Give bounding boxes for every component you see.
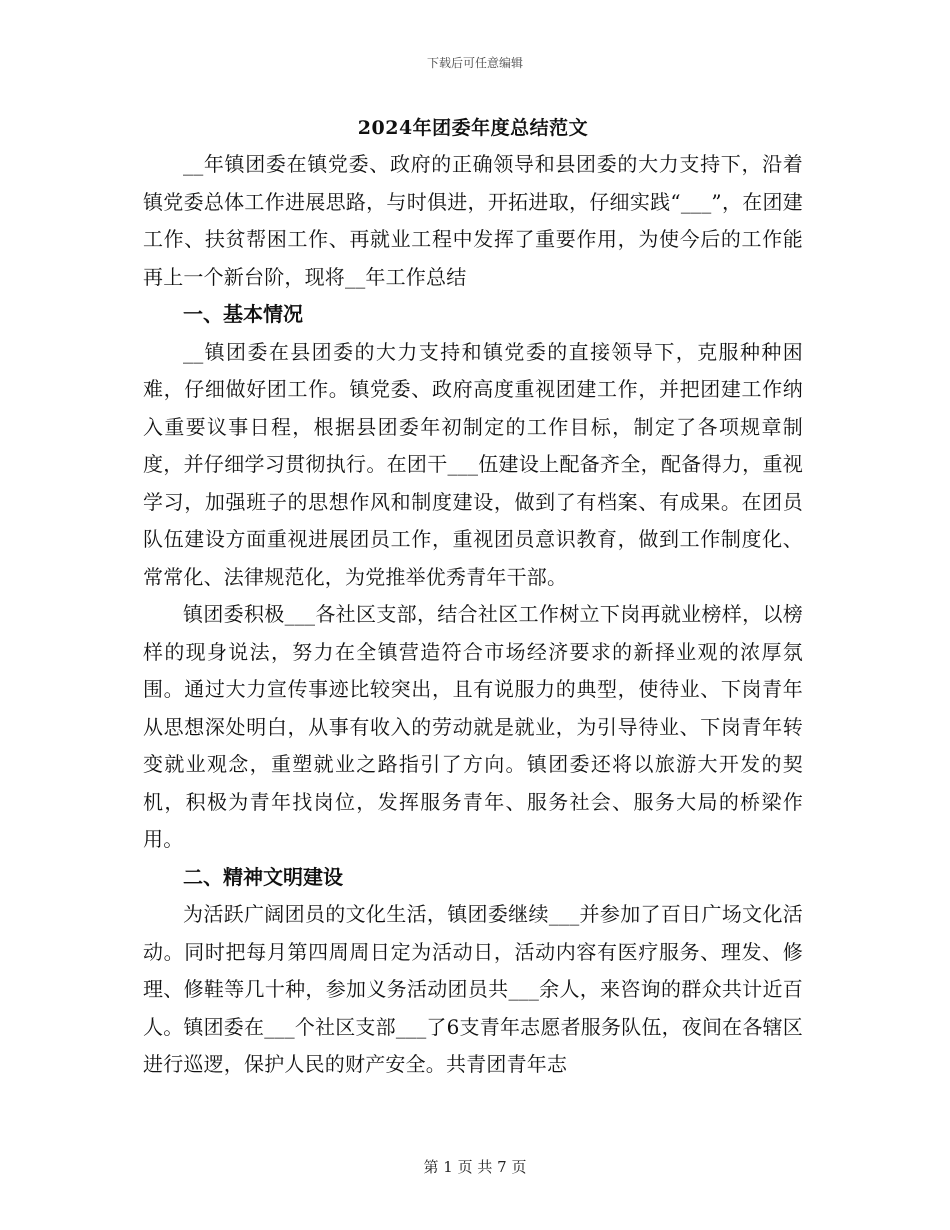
page-number: 第 1 页 共 7 页 — [423, 1158, 527, 1176]
section-heading-spiritual-civilization: 二、精神文明建设 — [183, 864, 343, 889]
document-body — [143, 110, 803, 1084]
section2-paragraph-1: 为活跃广阔团员的文化生活，镇团委继续___并参加了百日广场文化活动。同时把每月第四周周日定为活动日，活动内容有医疗服务、理发、修理、修鞋等几十种，参加义务活动团员共___余人，来咨询的群众共计近百人。镇团委在___个社区支部___了6支青年志愿者服务队伍，夜间在各辖区进行巡逻，保护人民的财产安全。共青团青年志 — [143, 902, 803, 1076]
intro-paragraph: __年镇团委在镇党委、政府的正确领导和县团委的大力支持下，沿着镇党委总体工作进展思路，与时俱进，开拓进取，仔细实践“___”，在团建工作、扶贫帮困工作、再就业工程中发挥了重要作用，为使今后的工作能再上一个新台阶，现将__年工作总结 — [143, 152, 803, 289]
document-title: 2024年团委年度总结范文 — [357, 117, 589, 139]
header-note: 下载后可任意编辑 — [426, 56, 523, 70]
section-heading-basic-situation: 一、基本情况 — [183, 302, 303, 326]
section1-paragraph-1: __镇团委在县团委的大力支持和镇党委的直接领导下，克服种种困难，仔细做好团工作。镇党委、政府高度重视团建工作，并把团建工作纳入重要议事日程，根据县团委年初制定的工作目标，制定了各项规章制度，并仔细学习贯彻执行。在团干___伍建设上配备齐全，配备得力，重视学习，加强班子的思想作风和制度建设，做到了有档案、有成果。在团员队伍建设方面重视进展团员工作，重视团员意识教育，做到工作制度化、常常化、法律规范化，为党推举优秀青年干部。 — [143, 339, 803, 589]
section1-paragraph-2: 镇团委积极___各社区支部，结合社区工作树立下岗再就业榜样，以榜样的现身说法，努力在全镇营造符合市场经济要求的新择业观的浓厚氛围。通过大力宣传事迹比较突出，且有说服力的典型，使待业、下岗青年从思想深处明白，从事有收入的劳动就是就业，为引导待业、下岗青年转变就业观念，重塑就业之路指引了方向。镇团委还将以旅游大开发的契机，积极为青年找岗位，发挥服务青年、服务社会、服务大局的桥梁作用。 — [143, 602, 803, 851]
